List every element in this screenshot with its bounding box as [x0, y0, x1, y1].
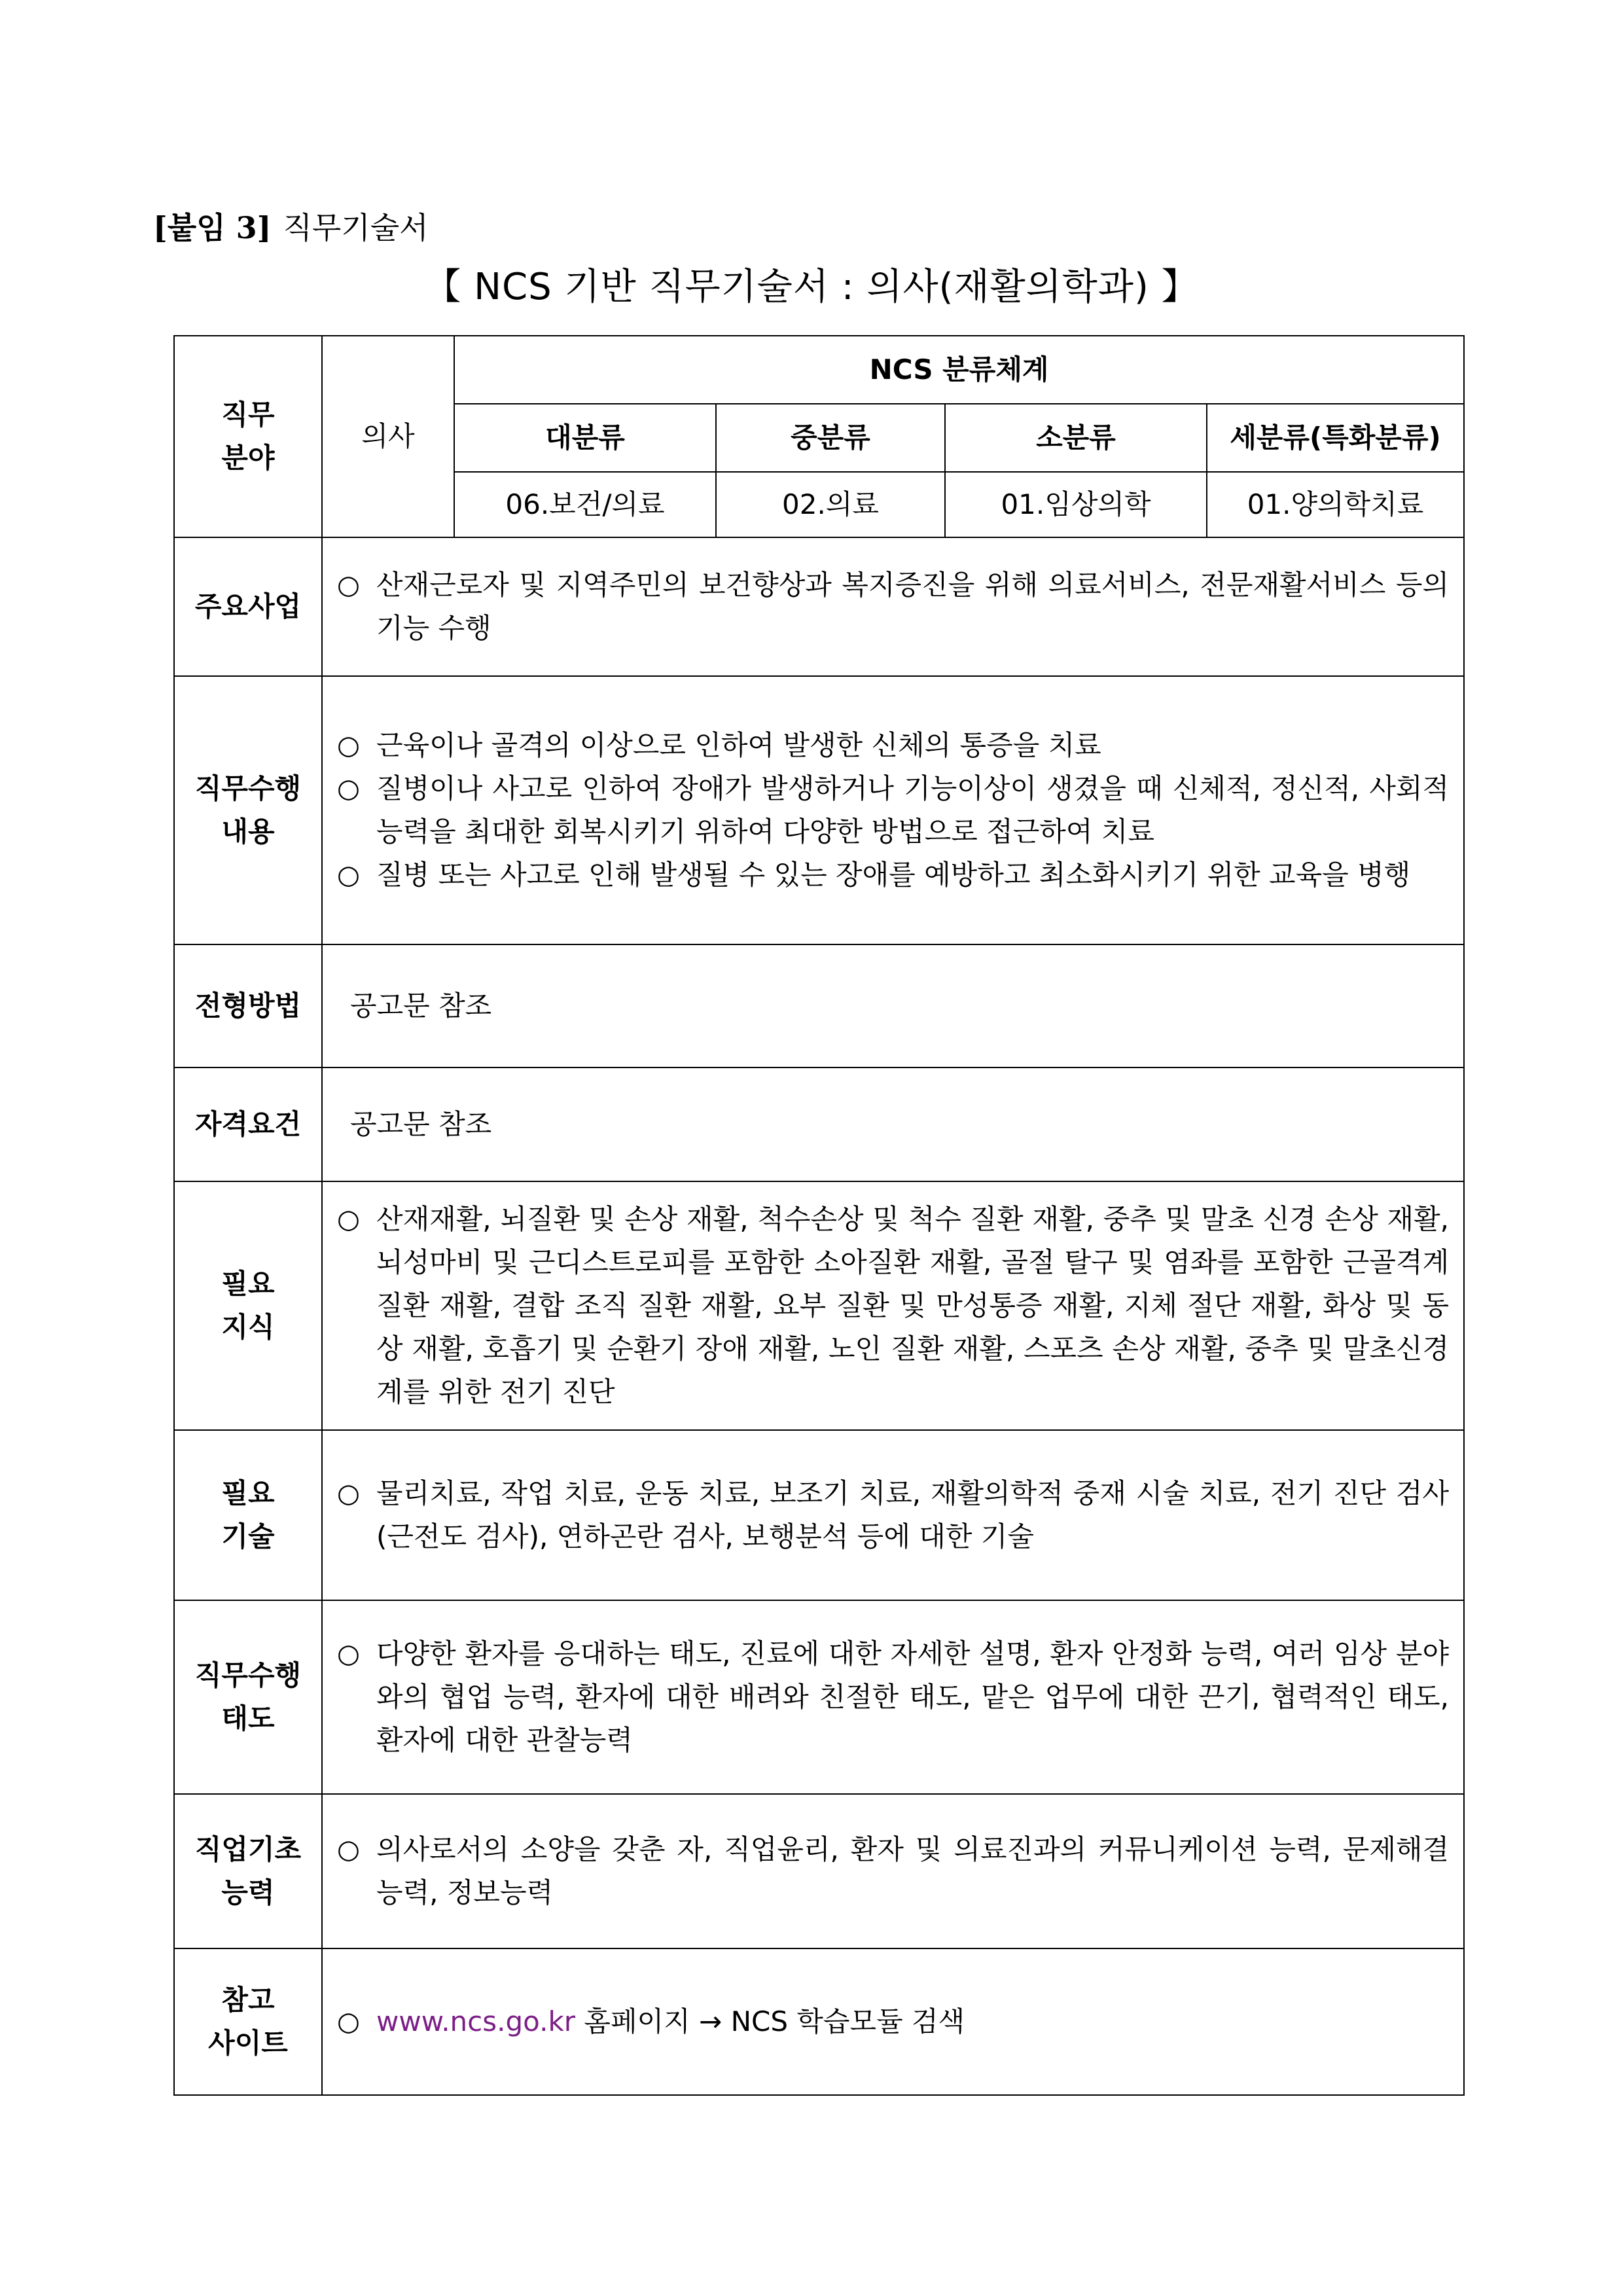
ncs-website-link[interactable]: www.ncs.go.kr [376, 2005, 576, 2037]
category-detail-value: 01.양의학치료 [1207, 472, 1464, 537]
row-label-knowledge: 필요 지식 [174, 1181, 322, 1430]
basic-ability-content [322, 1794, 1464, 1948]
attachment-heading [153, 208, 429, 247]
table-row [174, 1430, 1464, 1600]
bullet-icon: ○ [337, 1479, 360, 1509]
bullet-icon: ○ [337, 860, 360, 890]
list-item: ○ 산재근로자 및 지역주민의 보건향상과 복지증진을 위해 의료서비스, 전문재활서비스 등의 기능 수행 [323, 564, 1463, 650]
list-item: ○ 근육이나 골격의 이상으로 인하여 발생한 신체의 통증을 치료 [323, 724, 1463, 767]
list-item: ○ 물리치료, 작업 치료, 운동 치료, 보조기 치료, 재활의학적 중재 시술 치료, 전기 진단 검사(근전도 검사), 연하곤란 검사, 보행분석 등에 대한 기술 [323, 1472, 1463, 1558]
attachment-title: 직무기술서 [283, 210, 429, 245]
row-label-qualification: 자격요건 [174, 1067, 322, 1181]
category-major: 대분류 [454, 404, 716, 472]
row-label-skills: 필요 기술 [174, 1430, 322, 1600]
bullet-icon: ○ [337, 774, 360, 804]
job-field-label: 직무 분야 [174, 336, 322, 537]
category-middle-value: 02.의료 [716, 472, 945, 537]
reference-content [322, 1948, 1464, 2095]
category-minor-value: 01.임상의학 [945, 472, 1207, 537]
list-item: ○ 다양한 환자를 응대하는 태도, 진료에 대한 자세한 설명, 환자 안정화 능력, 여러 임상 분야와의 협업 능력, 환자에 대한 배려와 친절한 태도, 맡은 업무에 대한 끈기, 협력적인 태도, 환자에 대한 관찰능력 [323, 1632, 1463, 1762]
bullet-icon: ○ [337, 2007, 360, 2037]
list-item: ○ 의사로서의 소양을 갖춘 자, 직업윤리, 환자 및 의료진과의 커뮤니케이션 능력, 문제해결 능력, 정보능력 [323, 1828, 1463, 1914]
category-major-value: 06.보건/의료 [454, 472, 716, 537]
row-label-reference: 참고 사이트 [174, 1948, 322, 2095]
bullet-icon: ○ [337, 570, 360, 600]
table-row [174, 676, 1464, 944]
selection-content: 공고문 참조 [322, 944, 1464, 1067]
list-item: ○ 산재재활, 뇌질환 및 손상 재활, 척수손상 및 척수 질환 재활, 중추 및 말초 신경 손상 재활, 뇌성마비 및 근디스트로피를 포함한 소아질환 재활, 골절 탈구 및 염좌를 포함한 근골격계 질환 재활, 결합 조직 질환 재활, 요부 질환 및 만성통증 재활, 지체 절단 재활, 화상 및 동상 재활, 호흡기 및 순환기 장애 재활, 노인 질환 재활, 스포츠 손상 재활, 중추 및 말초신경계를 위한 전기 진단 [323, 1198, 1463, 1414]
list-item: ○ www.ncs.go.kr 홈페이지 → NCS 학습모듈 검색 [323, 2000, 1463, 2043]
category-middle: 중분류 [716, 404, 945, 472]
row-label-selection: 전형방법 [174, 944, 322, 1067]
ncs-header: NCS 분류체계 [454, 336, 1464, 404]
table-row [174, 1794, 1464, 1948]
attachment-label: [붙임 3] [153, 210, 272, 245]
list-item: ○ 질병 또는 사고로 인해 발생될 수 있는 장애를 예방하고 최소화시키기 위한 교육을 병행 [323, 853, 1463, 897]
main-business-content [322, 537, 1464, 676]
table-row [174, 537, 1464, 676]
table-row [174, 1948, 1464, 2095]
row-label-main-business: 주요사업 [174, 537, 322, 676]
skills-content [322, 1430, 1464, 1600]
bullet-icon: ○ [337, 1204, 360, 1234]
job-description-table [173, 335, 1465, 2096]
table-row [174, 944, 1464, 1067]
row-label-duties: 직무수행 내용 [174, 676, 322, 944]
table-row [174, 1600, 1464, 1794]
bullet-icon: ○ [337, 1639, 360, 1669]
table-row [174, 1067, 1464, 1181]
duties-content [322, 676, 1464, 944]
bullet-icon: ○ [337, 1835, 360, 1865]
table-row [174, 1181, 1464, 1430]
attitude-content [322, 1600, 1464, 1794]
knowledge-content [322, 1181, 1464, 1430]
document-title: 【 NCS 기반 직무기술서 : 의사(재활의학과) 】 [424, 266, 1199, 308]
bullet-icon: ○ [337, 730, 360, 761]
job-name: 의사 [322, 336, 454, 537]
table-row [174, 336, 1464, 404]
category-minor: 소분류 [945, 404, 1207, 472]
row-label-attitude: 직무수행 태도 [174, 1600, 322, 1794]
qualification-content: 공고문 참조 [322, 1067, 1464, 1181]
row-label-basic-ability: 직업기초 능력 [174, 1794, 322, 1948]
category-detail: 세분류(특화분류) [1207, 404, 1464, 472]
list-item: ○ 질병이나 사고로 인하여 장애가 발생하거나 기능이상이 생겼을 때 신체적, 정신적, 사회적 능력을 최대한 회복시키기 위하여 다양한 방법으로 접근하여 치료 [323, 767, 1463, 853]
